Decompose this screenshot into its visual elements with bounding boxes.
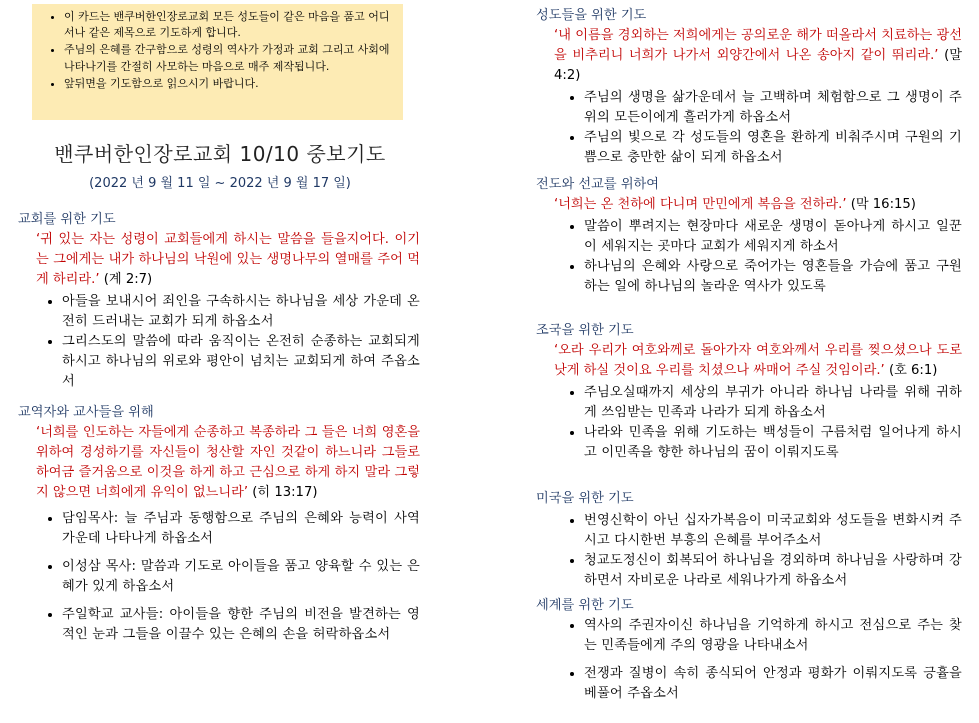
scripture-reference: (막 16:15) — [850, 197, 916, 212]
scripture-reference: (계 2:7) — [103, 272, 153, 287]
section-heading: 교역자와 교사들을 위해 — [18, 405, 154, 420]
section-ministers — [18, 403, 420, 653]
section-heading: 미국을 위한 기도 — [536, 491, 634, 506]
prayer-item: • 번영신학이 아닌 십자가복음이 미국교회와 성도들을 변화시켜 주시고 다시한번 부흥의 은혜를 부어주소서 — [584, 511, 962, 551]
scripture-verse: ‘내 이름을 경외하는 저희에게는 공의로운 해가 떠올라서 치료하는 광선을 비추리니 너희가 나가서 외양간에서 나온 송아지 같이 뛰리라.’ (말 4:2) — [554, 28, 962, 83]
prayer-item: • 이성삼 목사: 말씀과 기도로 아이들을 품고 양육할 수 있는 은혜가 있게 하옵소서 — [62, 557, 420, 597]
prayer-item: • 하나님의 은혜와 사랑으로 죽어가는 영혼들을 가슴에 품고 구원하는 일에 하나님의 놀라운 역사가 있도록 — [584, 257, 962, 297]
scripture-verse: ‘너희를 인도하는 자들에게 순종하고 복종하라 그 들은 너희 영혼을 위하여 경성하기를 자신들이 청산할 자인 것같이 하느니라 그들로 하여금 즐거움으로 이것을 하게 하고 근심으로 하게 하지 말라 그렇지 않으면 너희에게 유익이 없느니라’ (히 13:17) — [36, 425, 420, 500]
prayer-item: • 주님의 빛으로 각 성도들의 영혼을 환하게 비춰주시며 구원의 기쁨으로 충만한 삶이 되게 하옵소서 — [584, 128, 962, 168]
section-heading: 성도들을 위한 기도 — [536, 8, 647, 23]
section-usa — [536, 489, 962, 591]
scripture-verse: ‘오라 우리가 여호와께로 돌아가자 여호와께서 우리를 찢으셨으나 도로 낫게 하실 것이요 우리를 치셨으나 싸매어 주실 것임이라.’ (호 6:1) — [554, 343, 962, 378]
prayer-item: • 나라와 민족을 위해 기도하는 백성들이 구름처럼 일어나게 하시고 이민족을 향한 하나님의 꿈이 이뤄지도록 — [584, 423, 962, 463]
section-mission — [536, 175, 962, 297]
prayer-list — [18, 292, 420, 392]
section-saints — [536, 6, 962, 168]
section-heading: 교회를 위한 기도 — [18, 212, 116, 227]
prayer-list — [536, 616, 962, 704]
prayer-list — [536, 217, 962, 297]
scripture-verse: ‘너희는 온 천하에 다니며 만민에게 복음을 전하라.’ (막 16:15) — [554, 197, 916, 212]
page-title: 밴쿠버한인장로교회 10/10 중보기도 — [54, 142, 386, 166]
section-homeland — [536, 321, 962, 463]
section-church — [18, 210, 420, 392]
date-range: (2022 년 9 월 11 일 ~ 2022 년 9 월 17 일) — [89, 176, 351, 191]
section-heading: 세계를 위한 기도 — [536, 598, 634, 613]
section-world — [536, 596, 962, 712]
prayer-item: • 청교도정신이 회복되어 하나님을 경외하며 하나님을 사랑하며 강하면서 자비로운 나라로 세워나가게 하옵소서 — [584, 551, 962, 591]
prayer-item: • 전쟁과 질병이 속히 종식되어 안정과 평화가 이뤄지도록 긍휼을 베풀어 주옵소서 — [584, 664, 962, 704]
prayer-list — [18, 509, 420, 645]
prayer-list — [536, 383, 962, 463]
scripture-reference: (히 13:17) — [252, 485, 318, 500]
scripture-verse: ‘귀 있는 자는 성령이 교회들에게 하시는 말씀을 들을지어다. 이기는 그에게는 내가 하나님의 낙원에 있는 생명나무의 열매를 주어 먹게 하리라.’ (계 2:7) — [36, 232, 420, 287]
prayer-item: • 주님오실때까지 세상의 부귀가 아니라 하나님 나라를 위해 귀하게 쓰임받는 민족과 나라가 되게 하옵소서 — [584, 383, 962, 423]
notice-item: • 앞뒤면을 기도함으로 읽으시기 바랍니다. — [64, 76, 397, 92]
notice-list — [42, 9, 397, 92]
prayer-item: • 그리스도의 말씀에 따라 움직이는 온전히 순종하는 교회되게 하시고 하나님의 위로와 평안이 넘치는 교회되게 하여 주옵소서 — [62, 332, 420, 392]
scripture-reference: (호 6:1) — [888, 363, 938, 378]
prayer-item: • 주일학교 교사들: 아이들을 향한 주님의 비전을 발견하는 영적인 눈과 그들을 이끌수 있는 은혜의 손을 허락하옵소서 — [62, 605, 420, 645]
prayer-list — [536, 88, 962, 168]
prayer-item: • 역사의 주권자이신 하나님을 기억하게 하시고 전심으로 주는 찾는 민족들에게 주의 영광을 나타내소서 — [584, 616, 962, 656]
scripture-reference: (말 4:2) — [554, 48, 962, 83]
notice-item: • 이 카드는 밴쿠버한인장로교회 모든 성도들이 같은 마음을 품고 어디서나 같은 제목으로 기도하게 합니다. — [64, 9, 397, 41]
section-heading: 조국을 위한 기도 — [536, 323, 634, 338]
notice-box — [32, 4, 403, 120]
prayer-item: • 주님의 생명을 삶가운데서 늘 고백하며 체험함으로 그 생명이 주위의 모든이에게 흘러가게 하옵소서 — [584, 88, 962, 128]
prayer-item: • 말씀이 뿌려지는 현장마다 새로운 생명이 돋아나게 하시고 일꾼이 세워지는 곳마다 교회가 세워지게 하소서 — [584, 217, 962, 257]
prayer-list — [536, 511, 962, 591]
prayer-item: • 아들을 보내시어 죄인을 구속하시는 하나님을 세상 가운데 온전히 드러내는 교회가 되게 하옵소서 — [62, 292, 420, 332]
notice-item: • 주님의 은혜를 간구함으로 성령의 역사가 가정과 교회 그리고 사회에 나타나기를 간절히 사모하는 마음으로 매주 제작됩니다. — [64, 42, 397, 74]
section-heading: 전도와 선교를 위하여 — [536, 177, 660, 192]
prayer-item: • 담임목사: 늘 주님과 동행함으로 주님의 은혜와 능력이 사역가운데 나타나게 하옵소서 — [62, 509, 420, 549]
